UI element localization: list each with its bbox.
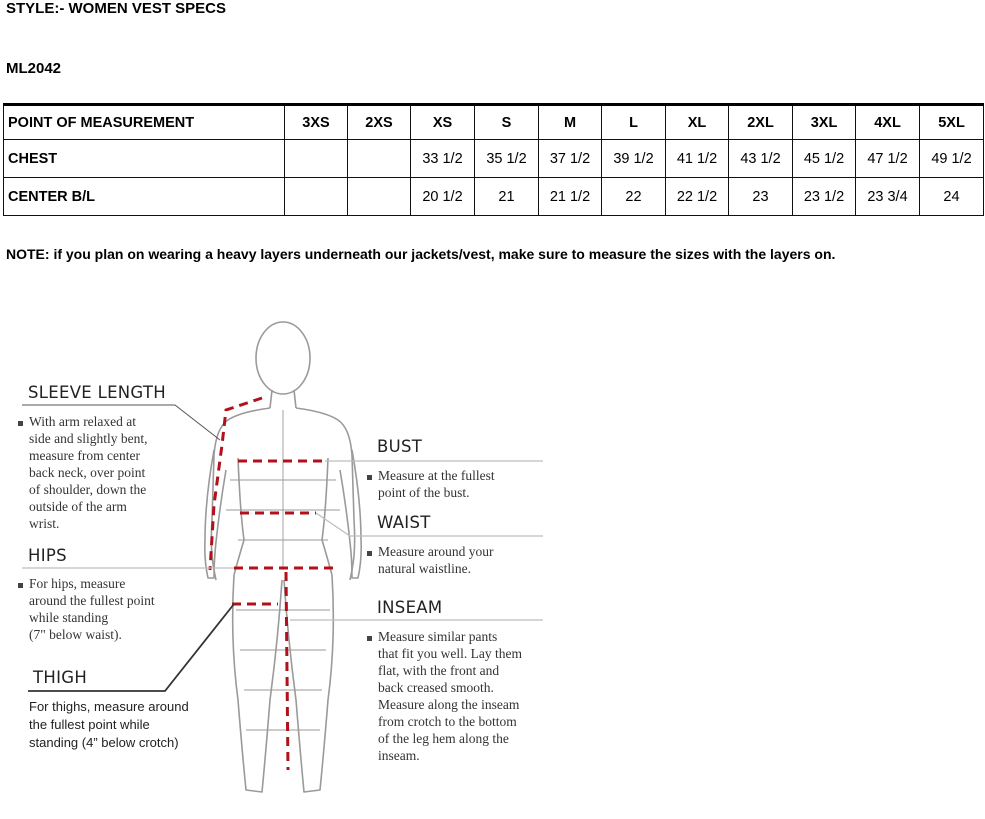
table-cell: 39 1/2 (602, 140, 666, 178)
figure-mesh (226, 410, 340, 730)
description-line: For hips, measure (29, 576, 126, 591)
description-line: outside of the arm (29, 499, 127, 514)
sleeve-length-line (210, 398, 262, 570)
table-cell: 41 1/2 (666, 140, 729, 178)
description-line: that fit you well. Lay them (378, 646, 522, 661)
sleeve-length-description (29, 413, 148, 532)
table-cell: 47 1/2 (856, 140, 920, 178)
description-line: Measure along the inseam (378, 697, 520, 712)
bullet-icon (367, 551, 372, 556)
table-cell: 23 (729, 178, 793, 216)
table-cell: 33 1/2 (411, 140, 475, 178)
table-cell (285, 140, 348, 178)
table-cell: 35 1/2 (475, 140, 539, 178)
description-line: flat, with the front and (378, 663, 500, 678)
table-cell: 37 1/2 (539, 140, 602, 178)
description-line: around the fullest point (29, 593, 155, 608)
description-line: of the leg hem along the (378, 731, 509, 746)
description-line: measure from center (29, 448, 140, 463)
inseam-title: INSEAM (377, 598, 443, 617)
bullet-icon (367, 636, 372, 641)
row-label: CHEST (4, 140, 285, 178)
right-leg-outline (284, 575, 333, 792)
description-line: point of the bust. (378, 485, 470, 500)
row-label: CENTER B/L (4, 178, 285, 216)
table-cell (285, 178, 348, 216)
column-header: 5XL (920, 105, 984, 140)
table-header-row (4, 105, 984, 140)
table-cell: 45 1/2 (793, 140, 856, 178)
column-header: XL (666, 105, 729, 140)
description-line: (7" below waist). (29, 627, 122, 642)
column-header: POINT OF MEASUREMENT (4, 105, 285, 140)
table-cell: 21 (475, 178, 539, 216)
waist-title: WAIST (377, 513, 431, 532)
style-code: ML2042 (6, 60, 62, 77)
bullet-icon (18, 421, 23, 426)
bullet-icon (18, 583, 23, 588)
inseam-description (378, 628, 522, 764)
table-cell: 24 (920, 178, 984, 216)
column-header: 4XL (856, 105, 920, 140)
left-leg-outline (233, 575, 282, 792)
column-header: 3XL (793, 105, 856, 140)
description-line: while standing (29, 610, 109, 625)
column-header: 2XL (729, 105, 793, 140)
description-line: inseam. (378, 748, 420, 763)
table-cell: 22 1/2 (666, 178, 729, 216)
description-line: the fullest point while (29, 717, 150, 732)
bust-title: BUST (377, 437, 423, 456)
column-header: L (602, 105, 666, 140)
description-line: For thighs, measure around (29, 699, 189, 714)
table-cell (348, 140, 411, 178)
table-cell: 20 1/2 (411, 178, 475, 216)
description-line: Measure around your (378, 544, 494, 559)
table-cell: 43 1/2 (729, 140, 793, 178)
hips-title: HIPS (28, 546, 67, 565)
description-line: back creased smooth. (378, 680, 494, 695)
body-outline (205, 322, 361, 792)
description-line: side and slightly bent, (29, 431, 148, 446)
waist-description (378, 543, 493, 577)
column-header: XS (411, 105, 475, 140)
description-line: from crotch to the bottom (378, 714, 517, 729)
description-line: standing (4” below crotch) (29, 735, 179, 750)
left-arm-outline (205, 450, 226, 578)
column-header: M (539, 105, 602, 140)
table-row (4, 178, 984, 216)
bullet-icon (367, 475, 372, 480)
size-spec-table (3, 103, 984, 216)
table-row (4, 140, 984, 178)
hips-description (29, 575, 155, 643)
layering-note: NOTE: if you plan on wearing a heavy layers underneath our jackets/vest, make sure to measure the sizes with the layers on. (6, 246, 836, 262)
table-cell: 49 1/2 (920, 140, 984, 178)
table-cell (348, 178, 411, 216)
table-cell: 22 (602, 178, 666, 216)
sleeve-length-title: SLEEVE LENGTH (28, 383, 167, 402)
table-cell: 23 3/4 (856, 178, 920, 216)
thigh-title: THIGH (33, 668, 88, 687)
column-header: 2XS (348, 105, 411, 140)
thigh-description (29, 698, 189, 752)
description-line: Measure at the fullest (378, 468, 495, 483)
column-header: 3XS (285, 105, 348, 140)
column-header: S (475, 105, 539, 140)
right-arm-outline (340, 450, 361, 578)
style-title: STYLE:- WOMEN VEST SPECS (6, 0, 227, 17)
table-cell: 23 1/2 (793, 178, 856, 216)
description-line: back neck, over point (29, 465, 146, 480)
bust-description (378, 467, 495, 501)
description-line: With arm relaxed at (29, 414, 137, 429)
description-line: of shoulder, down the (29, 482, 147, 497)
description-line: natural waistline. (378, 561, 471, 576)
measurement-lines (210, 398, 334, 770)
table-cell: 21 1/2 (539, 178, 602, 216)
head-outline (256, 322, 310, 394)
description-line: wrist. (29, 516, 60, 531)
description-line: Measure similar pants (378, 629, 498, 644)
